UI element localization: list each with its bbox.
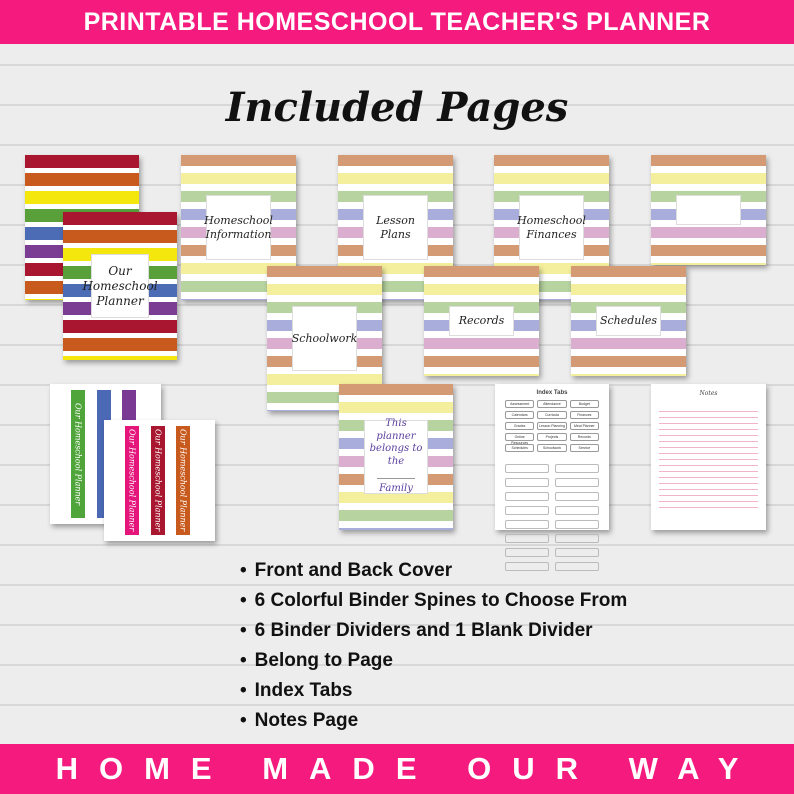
belong-divider [377,478,415,479]
footer-tagline: HOME MADE OUR WAY [55,751,760,786]
divider-label: Records [449,306,514,336]
divider-page [571,266,686,376]
divider-page [424,266,539,376]
feature-item: • Index Tabs [240,676,627,706]
feature-list [240,556,627,736]
index-title: Index Tabs [536,390,568,396]
feature-item: • 6 Colorful Binder Spines to Choose From [240,586,627,616]
index-tab: Schedules [505,444,534,452]
front-cover [63,212,177,360]
index-grid [505,400,599,452]
index-tab: Service [570,444,599,452]
feature-item: • 6 Binder Dividers and 1 Blank Divider [240,616,627,646]
top-banner [0,0,794,44]
binder-spine [151,426,165,535]
index-tab: Online Resources [505,433,534,441]
index-tab: Schoolwork [537,444,566,452]
blank-label-box [676,195,741,225]
index-tab: Meal Planner [570,422,599,430]
belong-box [364,420,428,494]
index-tab: Curricula [537,411,566,419]
binder-spine [71,390,85,518]
notes-title: Notes [699,390,718,397]
notes-lines [659,406,758,510]
blank-divider-page [651,155,766,265]
index-tab: Calendars [505,411,534,419]
spine-label: Our Homeschool Planner [73,402,83,506]
divider-label: Lesson Plans [363,195,428,260]
index-tab: Lesson Planning [539,424,565,428]
index-tab: Projects [537,433,566,441]
divider-label: Homeschool Information [206,195,271,260]
divider-label: Schedules [596,306,661,336]
divider-label: Homeschool Finances [519,195,584,260]
banner-title: PRINTABLE HOMESCHOOL TEACHER'S PLANNER [83,7,711,36]
index-tab: Assessment [505,400,534,408]
spines-sheet-front [104,420,215,541]
feature-item: • Notes Page [240,706,627,736]
belong-line2: Family [379,483,413,495]
binder-spine [176,426,190,535]
index-tabs-page [495,384,609,530]
belong-line1: This planner belongs to the [369,418,423,467]
divider-label: Schoolwork [292,306,357,371]
index-tab: Attendance [537,400,566,408]
feature-item: • Front and Back Cover [240,556,627,586]
spine-label: Our Homeschool Planner [153,429,163,532]
index-tab: Finances [570,411,599,419]
front-cover-title: Our Homeschool Planner [91,254,149,318]
page-heading: Included Pages [225,84,569,131]
spine-label: Our Homeschool Planner [178,429,188,532]
spine-label: Our Homeschool Planner [127,429,137,532]
feature-item: • Belong to Page [240,646,627,676]
notes-page [651,384,766,530]
index-tab: Grades [505,422,534,430]
index-tab: Budget [570,400,599,408]
bottom-banner [0,744,794,794]
belong-to-page [339,384,453,530]
binder-spine [125,426,139,535]
index-tab: Records [570,433,599,441]
